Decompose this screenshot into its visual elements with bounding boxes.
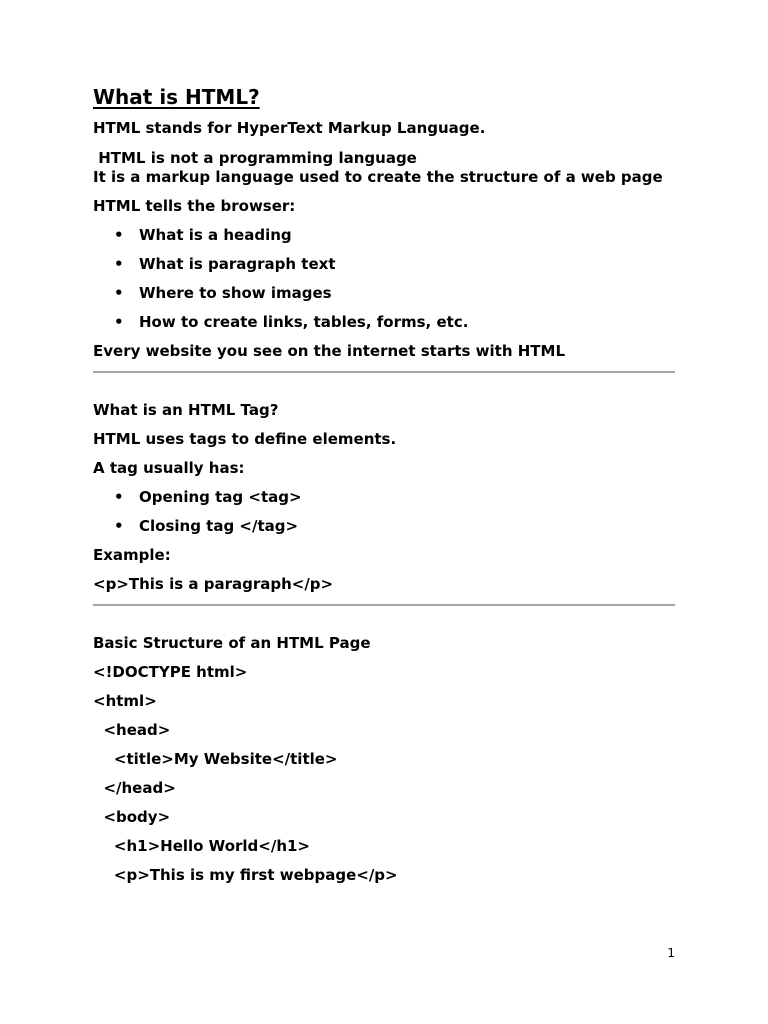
page-number: 1 [667, 946, 675, 960]
list-item: • What is a heading [93, 226, 675, 245]
list-item: • Closing tag </tag> [93, 517, 675, 536]
list-item: • How to create links, tables, forms, etc. [93, 313, 675, 332]
body-text: HTML uses tags to define elements. [93, 430, 397, 448]
section-heading: Basic Structure of an HTML Page [93, 634, 371, 652]
document-page [93, 84, 675, 885]
example-code: <p>This is a paragraph</p> [93, 575, 334, 593]
section-divider [93, 604, 675, 606]
code-line: <html> [93, 692, 157, 710]
browser-points-list [93, 226, 675, 332]
code-line: <!DOCTYPE html> [93, 663, 248, 681]
body-text: A tag usually has: [93, 459, 245, 477]
list-item: • Where to show images [93, 284, 675, 303]
code-line: <head> [93, 721, 171, 739]
note-line: It is a markup language used to create the structure of a web page [93, 168, 663, 186]
section-heading: What is an HTML Tag? [93, 401, 279, 419]
code-line: <p>This is my first webpage</p> [93, 866, 398, 884]
code-line: </head> [93, 779, 176, 797]
list-item: • What is paragraph text [93, 255, 675, 274]
note-line: HTML is not a programming language [93, 149, 417, 167]
code-line: <body> [93, 808, 171, 826]
intro-text: HTML stands for HyperText Markup Language. [93, 119, 486, 137]
example-label: Example: [93, 546, 171, 564]
code-line: <h1>Hello World</h1> [93, 837, 311, 855]
tag-points-list [93, 488, 675, 536]
closing-text: Every website you see on the internet starts with HTML [93, 342, 571, 360]
browser-lead-text: HTML tells the browser: [93, 197, 296, 215]
list-item: • Opening tag <tag> [93, 488, 675, 507]
code-line: <title>My Website</title> [93, 750, 338, 768]
section-divider [93, 371, 675, 373]
page-title: What is HTML? [93, 85, 260, 109]
